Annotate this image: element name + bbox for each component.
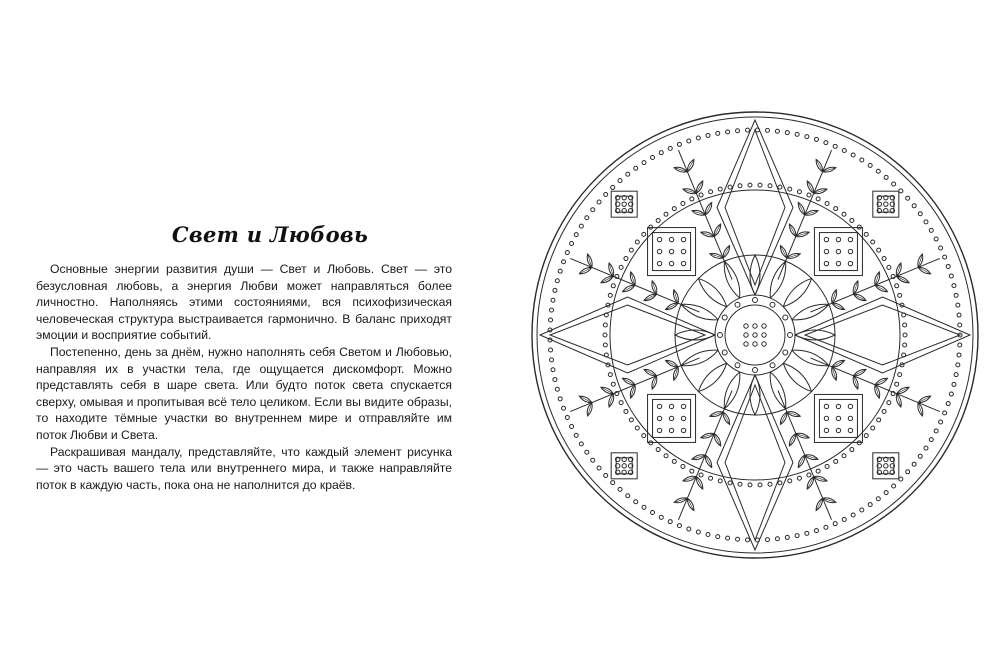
mandala-lines <box>532 112 978 558</box>
right-page <box>500 0 1000 666</box>
page-title: Свет и Любовь <box>171 222 369 247</box>
mandala-illustration <box>530 110 980 560</box>
body-text <box>36 261 452 493</box>
paragraph-3: Раскрашивая мандалу, представляйте, что каждый элемент рисунка — это часть вашего тела или внутреннего мира, и также направляйте поток в каждую часть, пока она не наполнится до краёв. <box>36 444 452 492</box>
paragraph-2: Постепенно, день за днём, нужно наполнять себя Светом и Любовью, направляя их в участки тела, где ощущается дискомфорт. Можно представлять себя в шаре света. Или будто поток света спускается сверху, омывая и пропитывая всё тело целиком. Если вы видите образы, то находите тёмные участки во внутреннем мире и отправляйте им поток Любви и Света. <box>36 344 452 442</box>
paragraph-1: Основные энергии развития души — Свет и Любовь. Свет — это безусловная любовь, а энергия Любви может направляться более личностно. Наполняясь этими состояниями, вся психофизическая человеческая структура выстраивается гармонично. В баланс приходят эмоции и восприятие событий. <box>36 262 452 343</box>
